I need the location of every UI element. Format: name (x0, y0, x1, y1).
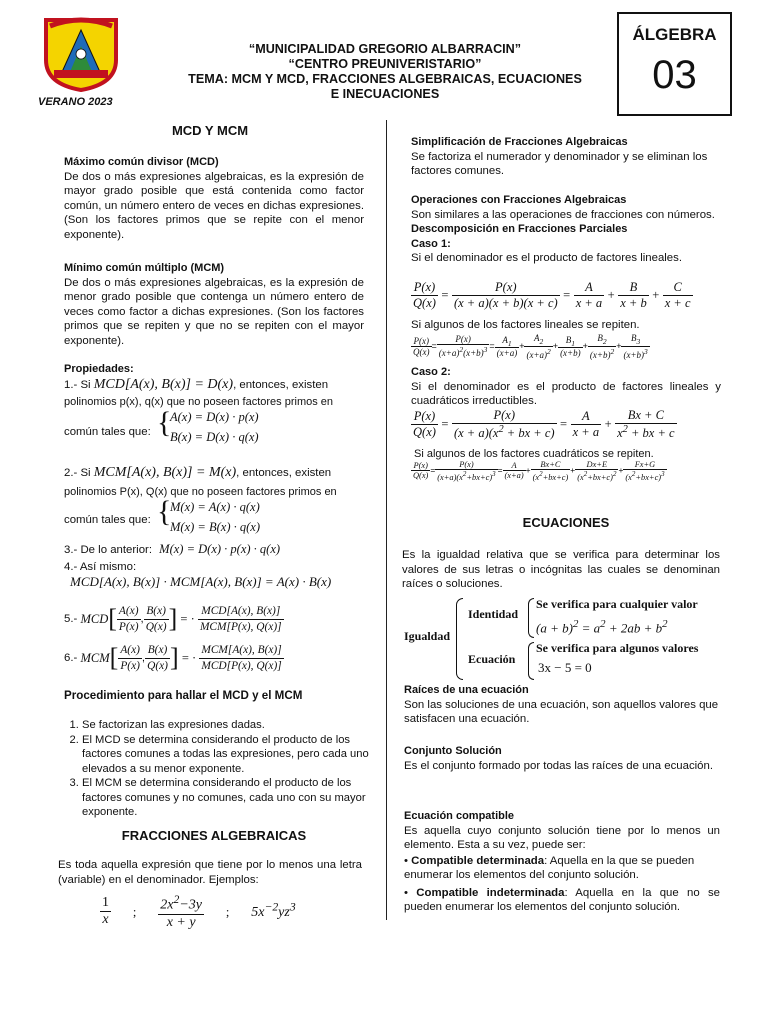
determinada-text: : Aquella en la que se pueden enumerar los elementos del conjunto solución. (404, 854, 695, 881)
p6-eq: = · (181, 650, 197, 665)
ecuacion-desc: Se verifica para algunos valores (536, 641, 699, 655)
descomposicion-heading: Descomposición en Fracciones Parciales (411, 223, 628, 235)
compatible-indeterminada: • Compatible indeterminada: Aquella en la que no se pueden enumerar los elementos del conjunto solución. (404, 886, 721, 913)
p2-brace: { (157, 495, 172, 528)
example-2: $\frac{2x^2-3y}{x + y}$ (160, 893, 202, 930)
p5-frac1: $\frac{A(x)}{P(x)}$ (118, 605, 139, 633)
simplificacion-heading: Simplificación de Fracciones Algebraicas (411, 136, 628, 148)
p1-eq2: B(x) = D(x) · q(x) (170, 430, 259, 444)
p1-line2: polinomios p(x), q(x) que no poseen factores primos en (64, 396, 334, 408)
p2-suffix: , entonces, existen (236, 467, 332, 479)
ecuaciones-text: Es la igualdad relativa que se verifica para determinar los valores de sus letras o incógnitas las cuales se denominan raíces o soluciones. (402, 549, 720, 590)
ecuacion-label: Ecuación (468, 652, 516, 666)
raices-section (404, 683, 720, 727)
caso2-heading: Caso 2: (411, 366, 451, 378)
caso1-text: Si el denominador es el producto de factores lineales. (411, 252, 683, 264)
caso1-repeat-formula: $\frac{P(x)}{Q(x)}$ = $\frac{P(x)}{(x+a)^2(x+b)^3}$ = $\frac{A_1}{(x+a)}$ + $\frac{A_2}{(x+a)^2}$ + $\frac{B_1}{(x+b)}$ + $\frac{B_2}{(x+b)^2}$ + $\frac{B_3}{(x+b)^3}$ (413, 333, 648, 360)
fracciones-title: FRACCIONES ALGEBRAICAS (121, 828, 307, 843)
procedure-heading: Procedimiento para hallar el MCD y el MCM (64, 689, 303, 702)
p4-math: MCD[A(x), B(x)] · MCM[A(x), B(x)] = A(x) · B(x) (70, 574, 332, 589)
p1-eq1: A(x) = D(x) · p(x) (170, 410, 259, 424)
p5-frac2: $\frac{B(x)}{Q(x)}$ (145, 605, 167, 633)
igualdad-label: Igualdad (404, 629, 451, 643)
p5-mcd-label: MCD (80, 611, 109, 626)
raices-text: Son las soluciones de una ecuación, son aquellos valores que satisfacen una ecuación. (404, 698, 719, 725)
subject-box (617, 12, 732, 116)
propiedades-heading: Propiedades: (64, 363, 134, 375)
determinada-heading: Compatible determinada (411, 854, 545, 867)
example-3: $5x^{-2}yz^3$ (251, 899, 296, 920)
header-line-2: “CENTRO PREUNIVERISTARIO” (288, 57, 482, 71)
igualdad-diagram (404, 596, 734, 680)
p2-line2: polinomios P(x), Q(x) que no poseen factores primos en (64, 486, 337, 498)
p6-mcm-label: MCM (80, 650, 110, 665)
property-4: 4.- Así mismo: (64, 561, 137, 573)
lesson-number: 03 (652, 53, 697, 97)
p6-bracket-open: [ (109, 642, 119, 672)
p2-eq2: M(x) = B(x) · q(x) (170, 520, 260, 534)
mcm-text: De dos o más expresiones algebraicas, es la expresión de menor grado posible que contenga un número entero de veces como factor a dichas expresiones. (Son los factores primos que se repiten y que no se repiten con el mayor exponente). (64, 276, 364, 347)
operaciones-heading: Operaciones con Fracciones Algebraicas (411, 194, 627, 206)
p2-prefix: 2.- Si (64, 467, 91, 479)
caso2-repeat-formula: $\frac{P(x)}{Q(x)}$ = $\frac{P(x)}{(x+a)(x^2+bx+c)^3}$ = $\frac{A}{(x+a)}$ + $\frac{Bx+C}{(x^2+bx+c)}$ + $\frac{Dx+E}{(x^2+bx+c)^2}$ + $\frac{Fx+G}{(x^2+bx+c)^3}$ (413, 460, 665, 482)
mcd-heading: Máximo común divisor (MCD) (64, 156, 219, 168)
ecuacion-brace (528, 642, 534, 680)
procedure-item: 3. El MCM se determina considerando el producto de los factores comunes y no comunes, cada uno con su mayor exponente. (82, 776, 382, 820)
p1-suffix: , entonces, existen (233, 379, 329, 391)
fraction-examples: $\frac{1}{x}$ ; $\frac{2x^2-3y}{x + y}$ ; $5x^{-2}yz^3$ (102, 893, 296, 930)
p5-eq: = · (180, 611, 195, 626)
compatible-heading: Ecuación compatible (404, 810, 515, 822)
caso1-formula: $\frac{P(x)}{Q(x)}$ = $\frac{P(x)}{(x + a)(x + b)(x + c)}$ = $\frac{A}{x + a}$ + $\frac{B}{x + b}$ + $\frac{C}{x + c}$ (413, 280, 691, 310)
mcd-section (64, 155, 364, 242)
identity-example: $(a + b)^2 = a^2 + 2ab + b^2$ (536, 618, 668, 636)
property-2 (64, 466, 364, 481)
conjunto-solucion-text: Es el conjunto formado por todas las raíces de una ecuación. (404, 759, 713, 772)
municipality-logo (40, 12, 122, 92)
p1-math: MCD[A(x), B(x)] = D(x) (93, 377, 234, 392)
p5-frac3: $\frac{\text{MCD[A(x), B(x)]}}{\text{MCM[P(x), Q(x)]}}$ (199, 605, 282, 633)
conjunto-solucion-heading: Conjunto Solución (404, 745, 502, 757)
p1-brace: { (157, 406, 172, 439)
verano-label: VERANO 2023 (38, 96, 113, 108)
p6-frac3: $\frac{\text{MCM[A(x), B(x)]}}{\text{MCD[P(x), Q(x)]}}$ (201, 644, 282, 672)
identidad-desc: Se verifica para cualquier valor (536, 597, 698, 611)
p3-math: M(x) = D(x) · p(x) · q(x) (159, 542, 281, 556)
property-3 (64, 542, 280, 558)
simplificacion-section (411, 135, 721, 179)
igualdad-brace (456, 598, 463, 680)
caso1-repeat-text: Si algunos de los factores lineales se repiten. (411, 319, 640, 331)
example-1: $\frac{1}{x}$ (102, 895, 109, 928)
property-6: 6.- MCM[ $\frac{A(x)}{P(x)}$ , $\frac{B(x)}{Q(x)}$ ] = · $\frac{\text{MCM[A(x), B(x)]}}{\text{MCD[P(x), Q(x)]}}$ (64, 642, 282, 672)
procedure-item: 1. Se factorizan las expresiones dadas. (82, 718, 382, 733)
document-header (150, 42, 620, 102)
ecuaciones-title: ECUACIONES (522, 515, 610, 530)
equation-example: 3x − 5 = 0 (538, 660, 592, 675)
caso2-text: Si el denominador es el producto de factores lineales y cuadráticos irreductibles. (411, 380, 721, 407)
indeterminada-text: : Aquella en la que no se pueden enumerar los elementos del conjunto solución. (404, 886, 721, 913)
p6-prefix: 6.- (64, 651, 78, 664)
p2-math: MCM[A(x), B(x)] = M(x) (93, 465, 237, 480)
property-5: 5.- MCD[ $\frac{A(x)}{P(x)}$ , $\frac{B(x)}{Q(x)}$ ] = · $\frac{\text{MCD[A(x), B(x)]}}{\text{MCM[P(x), Q(x)]}}$ (64, 603, 282, 633)
p6-bracket-close: ] (169, 642, 179, 672)
p5-bracket-open: [ (108, 603, 117, 633)
p1-prefix: 1.- Si (64, 379, 91, 391)
column-divider (386, 120, 387, 920)
identidad-label: Identidad (468, 607, 519, 621)
property-1 (64, 378, 364, 393)
procedure-list (64, 718, 382, 820)
header-line-1: “MUNICIPALIDAD GREGORIO ALBARRACIN” (248, 42, 522, 56)
identidad-brace (528, 598, 534, 638)
p2-eq1: M(x) = A(x) · q(x) (170, 500, 260, 514)
p3-prefix: 3.- De lo anterior: (64, 544, 152, 556)
p6-frac1: $\frac{A(x)}{P(x)}$ (120, 644, 140, 672)
caso2-section (411, 365, 721, 409)
mcm-heading: Mínimo común múltiplo (MCM) (64, 262, 225, 274)
caso2-formula: $\frac{P(x)}{Q(x)}$ = $\frac{P(x)}{(x + a)(x^2 + bx + c)}$ = $\frac{A}{x + a}$ + $\frac{Bx + C}{x^2 + bx + c}$ (413, 408, 675, 441)
p5-prefix: 5.- (64, 612, 78, 625)
procedure-item: 2. El MCD se determina considerando el producto de los factores comunes a todas las expresiones, pero cada uno elevados a su menor exponente. (82, 733, 382, 777)
mcd-text: De dos o más expresiones algebraicas, es la expresión de mayor grado posible que está contenida como factor común, un número entero de veces en dichas expresiones. (Son los factores primos que se repite con el menor exponente). (64, 170, 364, 241)
fracciones-text: Es toda aquella expresión que tiene por lo menos una letra (variable) en el denominador. Ejemplos: (58, 859, 362, 886)
operaciones-text: Son similares a las operaciones de fracciones con números. (411, 208, 715, 221)
conjunto-solucion-section (404, 744, 720, 773)
indeterminada-heading: Compatible indeterminada (416, 886, 565, 899)
p6-frac2: $\frac{B(x)}{Q(x)}$ (147, 644, 168, 672)
compatible-section (404, 809, 720, 915)
p5-bracket-close: ] (168, 603, 178, 633)
mcm-section (64, 261, 364, 348)
compatible-text: Es aquella cuyo conjunto solución tiene por lo menos un elemento. Esta a su vez, puede ser: (404, 824, 720, 851)
caso2-repeat-text: Si algunos de los factores cuadráticos se repiten. (414, 448, 654, 460)
raices-heading: Raíces de una ecuación (404, 684, 529, 696)
p1-line3: común tales que: (64, 426, 151, 438)
p2-line3: común tales que: (64, 514, 151, 526)
simplificacion-text: Se factoriza el numerador y denominador y se eliminan los factores comunes. (411, 150, 708, 177)
operaciones-section (411, 193, 721, 266)
caso1-heading: Caso 1: (411, 237, 451, 250)
subject-label: ÁLGEBRA (632, 25, 717, 44)
header-line-3: TEMA: MCM Y MCD, FRACCIONES ALGEBRAICAS, ECUACIONES (188, 72, 582, 86)
header-line-4: E INECUACIONES (330, 87, 440, 101)
mcd-mcm-title: MCD Y MCM (171, 123, 249, 138)
compatible-determinada: • Compatible determinada: Aquella en la que se pueden enumerar los elementos del conjunto solución. (404, 854, 695, 881)
